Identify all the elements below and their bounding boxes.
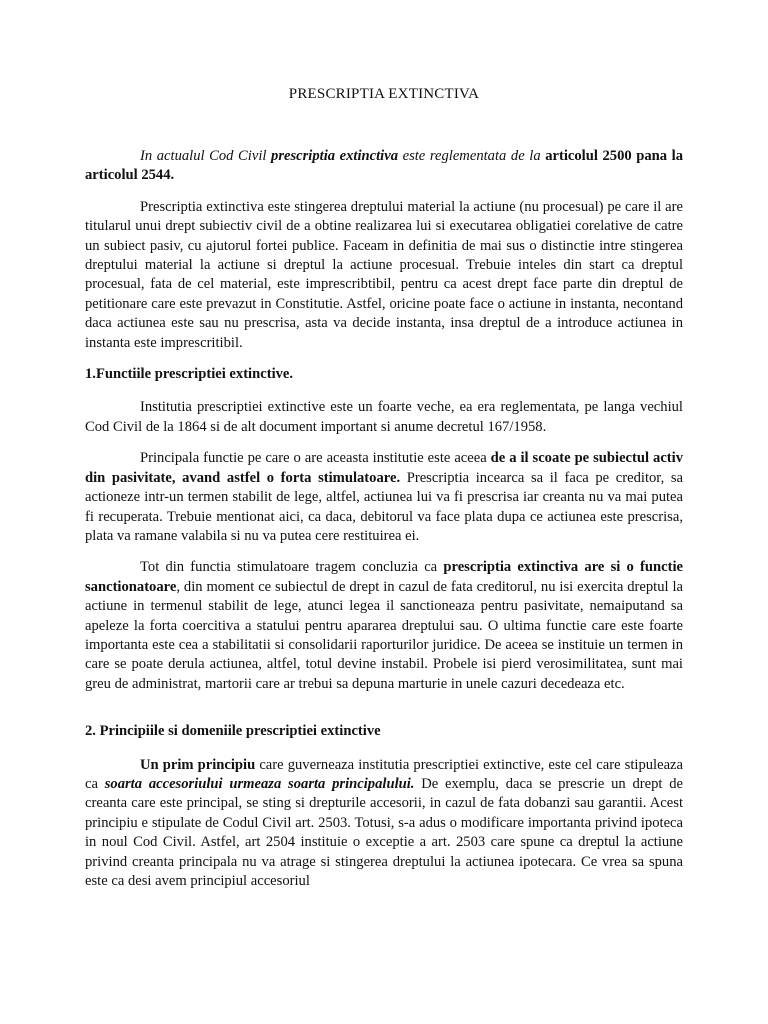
page-title: PRESCRIPTIA EXTINCTIVA [288, 86, 480, 102]
intro-text-2: este reglementata de la [398, 148, 546, 164]
section-1-paragraph-1: Institutia prescriptiei extinctive este un foarte veche, ea era reglementata, pe langa vechiul Cod Civil de la 1864 si de alt document important si anume decretul 167/1958. [85, 399, 683, 435]
intro-paragraph [85, 147, 683, 186]
s2p1-text-1: care guverneaza institutia prescriptiei extinctive, este cel care stipuleaza ca [85, 756, 684, 792]
s2p1-bold-italic-1: soarta accesoriului urmeaza soarta principalului. [104, 775, 415, 792]
s2p1-text-2: De exemplu, daca se prescrie un drept de creanta care este principal, se sting si drepturile accesorii, in cazul de fata dobanzi sau garantii. Acest principiu e stipulate de Codul Civil art. 2503. Totusi, s-a adus o modificare importanta privind ipoteca in noul Cod Civil. Astfel, art 2504 instituie o exceptie a art. 2503 care spune ca dreptul la actiune privind creanta principala nu va atrage si stingerea dreptului la actiunea ipotecara. Ce vrea sa spuna este ca desi avem principiul accesoriul [85, 775, 683, 889]
intro-bold-2: articolul 2500 pana la articolul 2544. [85, 148, 683, 184]
s2p1-bold-1: Un prim principiu [140, 756, 256, 773]
section-1-paragraph-2 [85, 449, 683, 546]
intro-text-1: In actualul Cod Civil [140, 148, 272, 164]
section-1-heading: 1.Functiile prescriptiei extinctive. [85, 366, 294, 383]
section-2-paragraph-1 [85, 756, 683, 892]
intro-bold-1: prescriptia extinctiva [271, 148, 399, 164]
s1p2-bold-1: de a il scoate pe subiectul activ din pasivitate, avand astfel o forta stimulatoare. [85, 450, 684, 486]
s1p3-text-2: , din moment ce subiectul de drept in cazul de fata creditorul, nu isi exercita dreptul la actiune in termenul stabilit de lege, atunci legea il sanctioneaza pentru pasivitate, nemaiputand sa apeleze la forta coercitiva a statului pentru apararea dreptului sau. O ultima functie care este foarte importanta este cea a stabilitatii si consolidarii raporturilor juridice. De aceea se instituie un termen in care se poate derula actiunea, altfel, totul devine instabil. Probele isi pierd verosimilitatea, sunt mai greu de administrat, martorii care ar trebui sa depuna marturie in unele cazuri decedeaza etc. [85, 578, 683, 692]
definition-paragraph: Prescriptia extinctiva este stingerea dreptului material la actiune (nu procesual) pe care il are titularul unui drept subiectiv civil de a obtine realizarea lui si executarea obligatiei corelative de catre un subiect pasiv, cu ajutorul fortei publice. Faceam in definitia de mai sus o distinctie intre stingerea dreptului material la actiune si dreptul la actiune procesual. Trebuie inteles din start ca dreptul procesual, fata de cel material, este imprescribtibil, pentru ca acest drept face parte din dreptul de petitionare care este prevazut in Constitutie. Astfel, oricine poate face o actiune in instanta, necontand daca actiunea este sau nu prescrisa, asta va decide instanta, insa dreptul de a introduce actiunea in instanta este imprescritibil. [85, 198, 683, 351]
s1p2-text-2: Prescriptia incearca sa il faca pe creditor, sa actioneze intr-un termen stabilit de lege, altfel, actiunea lui va fi prescrisa iar creanta nu va mai putea fi recuperata. Trebuie mentionat aici, ca daca, debitorul va face plata dupa ce actiunea este prescrisa, plata va ramane valabila si nu va putea cere restituirea ei. [85, 469, 684, 544]
section-1-paragraph-3 [85, 558, 683, 694]
s1p3-bold-1: prescriptia extinctiva are si o functie sanctionatoare [85, 559, 683, 595]
section-2-heading: 2. Principiile si domeniile prescriptiei extinctive [85, 723, 381, 740]
s1p2-text-1: Principala functie pe care o are aceasta institutie este aceea [140, 450, 491, 467]
s1p3-text-1: Tot din functia stimulatoare tragem concluzia ca [140, 559, 444, 576]
